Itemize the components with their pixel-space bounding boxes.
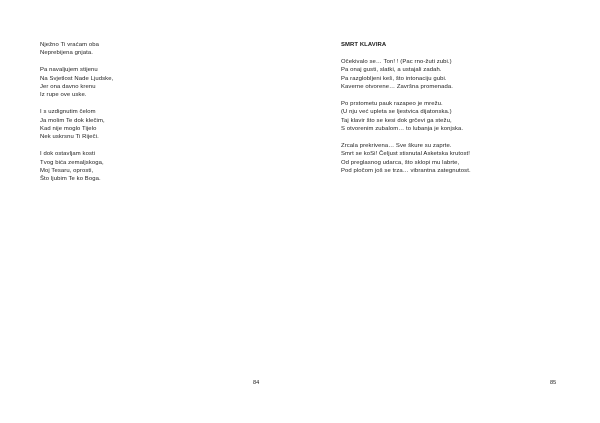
verse-line: I dok ostavljam kosti (40, 151, 96, 158)
verse-line: Pa onaj gusti, slatki, a ustajali zadah. (341, 67, 442, 74)
verse-line: Po prstometu pauk razapeo je mrežu. (341, 100, 443, 107)
verse-line: Na Svjetlost Nade Ljudske, (40, 75, 114, 82)
stanza (40, 150, 280, 184)
poem-text (341, 41, 581, 184)
right-page (300, 0, 600, 423)
verse-line: Nježno Ti vraćam oba (40, 42, 99, 48)
stanza (341, 142, 581, 176)
verse-line: Moj Tesaru, oprosti, (40, 168, 94, 175)
stanza (40, 66, 280, 100)
verse-line: Pa razglobljeni keš, što intonaciju gubi. (341, 75, 447, 82)
verse-line: Smrt se koSi! Čeljust stisnutal Asketska krutost! (341, 151, 470, 158)
verse-line: S otvorenim zubalom… to lubanja je konjska. (341, 126, 464, 133)
verse-line: Zrcala prekrivena… Sve škure su zaprte. (341, 142, 452, 149)
verse-line: Taj klavir što se kesi dok grčevi ga stežu, (341, 117, 452, 124)
verse-line: Jer ona davno krenu (40, 84, 96, 91)
verse-line: Neprebijena gnjata. (40, 50, 93, 57)
verse-line: Iz rupe ove uske. (40, 92, 87, 99)
page-number: 85 (550, 380, 557, 386)
verse-line: Nek uskrsnu Ti Riječi. (40, 134, 99, 141)
verse-line: I s uzdignutim čelom (40, 109, 96, 116)
verse-line: Kad nije moglo Tijelo (40, 126, 97, 133)
verse-line: Od preglasnog udarca, što sklopi mu labrte, (341, 159, 460, 166)
verse-line: Pod pločom još se trza… vibrantna zategnutost. (341, 168, 471, 175)
verse-line: Što ljubim Te ko Boga. (40, 176, 101, 183)
page-number: 84 (253, 380, 260, 386)
verse-line: Očekivalo se… Ton! ! (Pac rno-žuti zubi.) (341, 58, 452, 65)
stanza (40, 108, 280, 142)
stanza (341, 58, 581, 92)
verse-line: Pa navaljujem stijenu (40, 67, 98, 74)
poem-title: SMRT KLAVIRA (341, 42, 387, 48)
verse-line: Tvog bića zemaljskoga, (40, 159, 104, 166)
stanza (341, 100, 581, 134)
stanza (40, 41, 280, 58)
poem-text (40, 41, 280, 192)
verse-line: (U nju već upleta se ljestvica dijatonska.) (341, 109, 452, 116)
verse-line: Kaverne otvorene… Završna promenada. (341, 84, 453, 91)
verse-line: Ja molim Te dok klečim, (40, 117, 105, 124)
